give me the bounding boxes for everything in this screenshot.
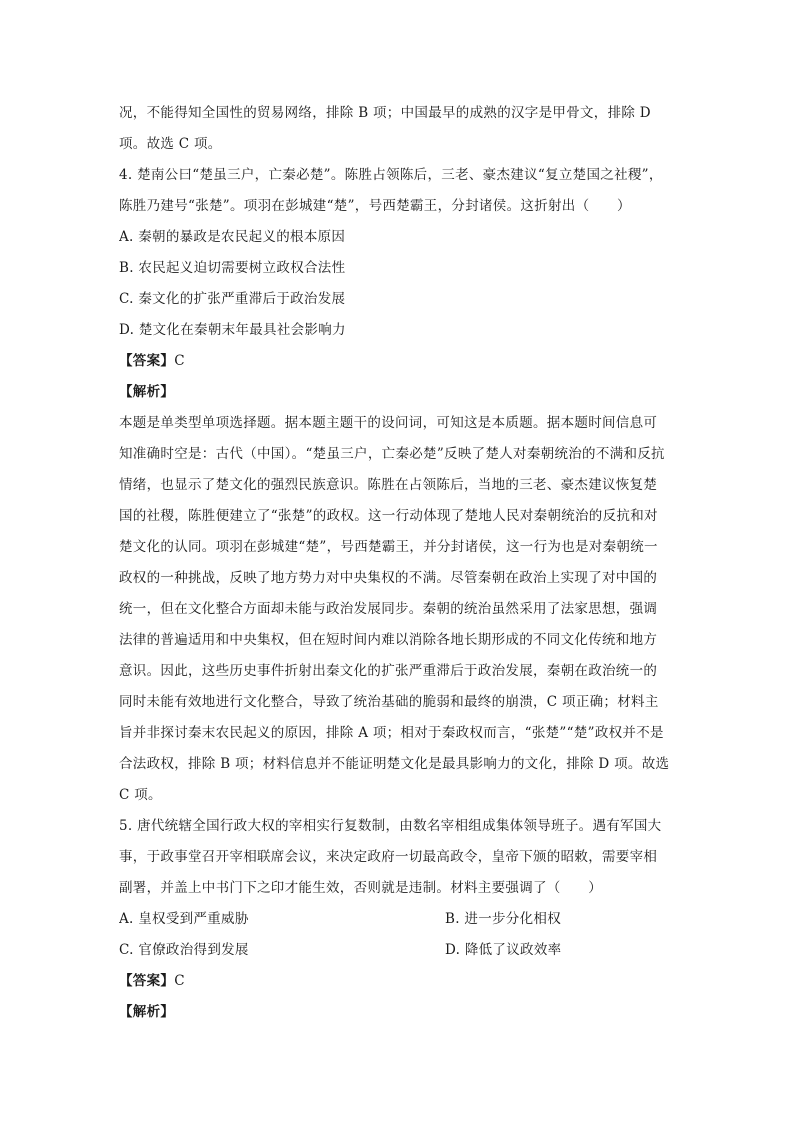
q4-analysis-line-2: 知准确时空是：古代（中国）。“楚虽三户，亡秦必楚”反映了楚人对秦朝统治的不满和反抗 — [119, 446, 665, 462]
q5-option-b: B. 进一步分化相权 — [445, 911, 562, 927]
document-page — [119, 98, 679, 1028]
q5-analysis-label: 【解析】 — [119, 1004, 175, 1020]
q5-stem-line-1: 5. 唐代统辖全国行政大权的宰相实行复数制，由数名宰相组成集体领导班子。遇有军国大 — [119, 818, 662, 834]
q4-analysis-line-6: 政权的一种挑战，反映了地方势力对中央集权的不满。尽管秦朝在政治上实现了对中国的 — [119, 570, 658, 586]
q4-analysis-line-3: 情绪，也显示了楚文化的强烈民族意识。陈胜在占领陈后，当地的三老、豪杰建议恢复楚 — [119, 477, 658, 493]
q5-answer — [119, 966, 679, 997]
q4-option-c: C. 秦文化的扩张严重滞后于政治发展 — [119, 291, 346, 307]
question-4 — [119, 160, 679, 811]
question-5 — [119, 811, 679, 1028]
q4-analysis-line-5: 楚文化的认同。项羽在彭城建“楚”，号西楚霸王，并分封诸侯，这一行为也是对秦朝统一 — [119, 539, 658, 555]
q4-stem-line-2: 陈胜乃建号“张楚”。项羽在彭城建“楚”，号西楚霸王，分封诸侯。这折射出（ ） — [119, 198, 631, 214]
q5-options-row-2 — [119, 935, 679, 966]
q4-analysis-line-10: 同时未能有效地进行文化整合，导致了统治基础的脆弱和最终的崩溃，C 项正确；材料主 — [119, 694, 659, 710]
q4-analysis-line-7: 统一，但在文化整合方面却未能与政治发展同步。秦朝的统治虽然采用了法家思想，强调 — [119, 601, 658, 617]
q4-analysis-line-11: 旨并非探讨秦末农民起义的原因，排除 A 项；相对于秦政权而言，“张楚”“楚”政权并不是 — [119, 725, 664, 741]
q4-analysis-line-12: 合法政权，排除 B 项；材料信息并不能证明楚文化是最具影响力的文化，排除 D 项。故选 — [119, 756, 670, 772]
q4-stem-line-1: 4. 楚南公曰“楚虽三户，亡秦必楚”。陈胜占领陈后，三老、豪杰建议“复立楚国之社稷”， — [119, 167, 663, 183]
q4-answer-value: C — [174, 353, 185, 369]
q4-analysis-line-13: C 项。 — [119, 787, 162, 803]
q5-option-d: D. 降低了议政效率 — [445, 942, 562, 958]
q4-answer — [119, 346, 679, 377]
q5-answer-value: C — [174, 973, 185, 989]
q4-analysis-line-4: 国的社稷，陈胜便建立了“张楚”的政权。这一行动体现了楚地人民对秦朝统治的反抗和对 — [119, 508, 658, 524]
q5-answer-label: 【答案】 — [119, 973, 175, 989]
q4-analysis-line-1: 本题是单类型单项选择题。据本题主题干的设问词，可知这是本质题。据本题时间信息可 — [119, 415, 658, 431]
q4-answer-label: 【答案】 — [119, 353, 175, 369]
intro-line-2: 项。故选 C 项。 — [119, 136, 222, 152]
intro-line-1: 况，不能得知全国性的贸易网络，排除 B 项；中国最早的成熟的汉字是甲骨文，排除 D — [119, 105, 651, 121]
q4-option-b: B. 农民起义迫切需要树立政权合法性 — [119, 260, 346, 276]
q4-option-d: D. 楚文化在秦朝末年最具社会影响力 — [119, 322, 346, 338]
q4-analysis-label: 【解析】 — [119, 384, 175, 400]
q5-option-c: C. 官僚政治得到发展 — [119, 942, 249, 958]
q5-stem-line-2: 事，于政事堂召开宰相联席会议，来决定政府一切最高政令，皇帝下颁的昭敕，需要宰相 — [119, 849, 658, 865]
q4-analysis-line-9: 意识。因此，这些历史事件折射出秦文化的扩张严重滞后于政治发展，秦朝在政治统一的 — [119, 663, 658, 679]
q5-options-row-1 — [119, 904, 679, 935]
q4-option-a: A. 秦朝的暴政是农民起义的根本原因 — [119, 229, 346, 245]
q5-stem-line-3: 副署，并盖上中书门下之印才能生效，否则就是违制。材料主要强调了（ ） — [119, 880, 602, 896]
q4-analysis-line-8: 法律的普遍适用和中央集权，但在短时间内难以消除各地长期形成的不同文化传统和地方 — [119, 632, 658, 648]
q5-option-a: A. 皇权受到严重威胁 — [119, 911, 249, 927]
